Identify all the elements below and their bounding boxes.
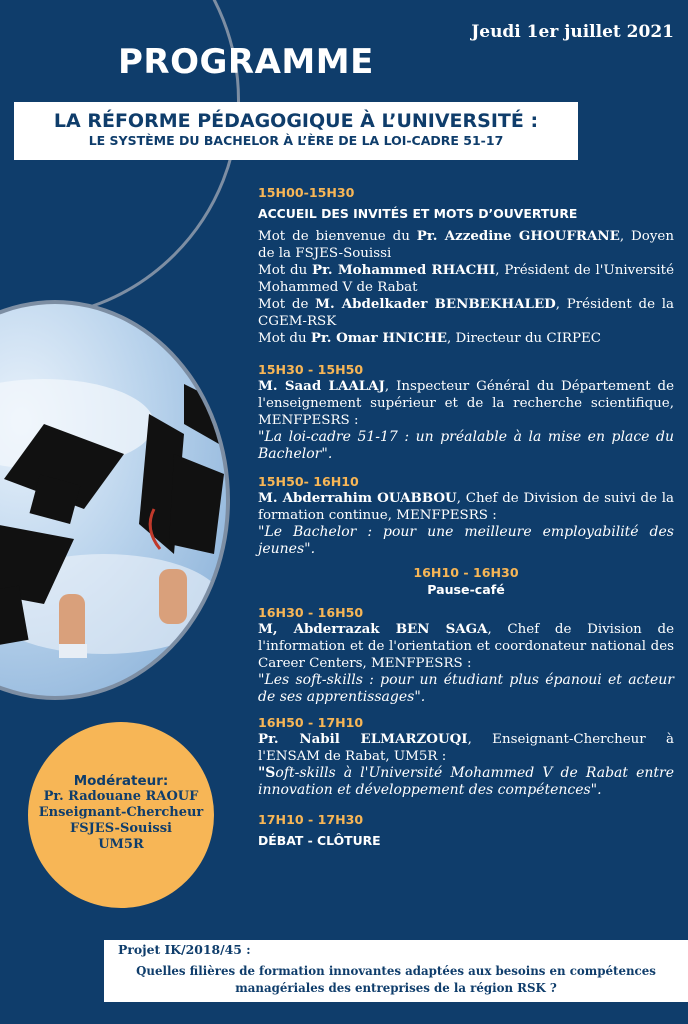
session2-talk: "La loi-cadre 51-17 : un préalable à la mise en place du Bachelor". <box>258 429 674 462</box>
project-question-line1: Quelles filières de formation innovantes adaptées aux besoins en compétences <box>136 964 656 978</box>
event-title-box <box>14 102 578 160</box>
moderator-university: UM5R <box>98 837 144 852</box>
graduation-caps-photo <box>0 300 230 700</box>
session5-time: 16H50 - 17H10 <box>258 715 364 730</box>
moderator-title: Modérateur: <box>73 773 169 789</box>
session2-time: 15H30 - 15H50 <box>258 362 364 377</box>
pause-label: Pause-café <box>427 582 505 597</box>
program-title: PROGRAMME <box>118 42 374 82</box>
pause-time: 16H10 - 16H30 <box>413 565 519 580</box>
project-question <box>104 960 688 1002</box>
session1-item: Mot du Pr. Mohammed RHACHI, Président de l'Université Mohammed V de Rabat <box>258 262 674 295</box>
session3-time: 15H50- 16H10 <box>258 474 359 489</box>
event-date: Jeudi 1er juillet 2021 <box>471 22 674 42</box>
session4-talk: "Les soft-skills : pour un étudiant plus épanoui et acteur de ses apprentissages". <box>258 672 674 705</box>
session5-speaker: Pr. Nabil ELMARZOUQI, Enseignant-Chercheur à l'ENSAM de Rabat, UM5R : <box>258 731 674 764</box>
session4-time: 16H30 - 16H50 <box>258 605 364 620</box>
session1-item: Mot du Pr. Omar HNICHE, Directeur du CIRPEC <box>258 330 602 346</box>
schedule <box>258 184 674 855</box>
project-question-line2: managériales des entreprises de la région RSK ? <box>235 981 557 995</box>
session1-time: 15H00-15H30 <box>258 185 355 200</box>
session1-item: Mot de bienvenue du Pr. Azzedine GHOUFRANE, Doyen de la FSJES-Souissi <box>258 228 674 261</box>
session5-talk: "Soft-skills à l'Université Mohammed V de Rabat entre innovation et développement des compétences". <box>258 765 674 798</box>
moderator-role: Enseignant-Chercheur <box>38 805 204 820</box>
event-title: LA RÉFORME PÉDAGOGIQUE À L’UNIVERSITÉ : <box>53 110 539 132</box>
moderator-institution: FSJES-Souissi <box>70 821 172 836</box>
session4-speaker: M, Abderrazak BEN SAGA, Chef de Division de l'information et de l'orientation et coordonateur national des Career Centers, MENFPESRS : <box>258 621 674 671</box>
session3-talk: "Le Bachelor : pour une meilleure employabilité des jeunes". <box>258 524 674 557</box>
project-label: Projet IK/2018/45 : <box>104 940 688 960</box>
event-subtitle: LE SYSTÈME DU BACHELOR À L’ÈRE DE LA LOI-CADRE 51-17 <box>88 133 504 148</box>
moderator-name: Pr. Radouane RAOUF <box>43 789 199 804</box>
moderator-badge <box>28 722 214 908</box>
session6-heading: DÉBAT - CLÔTURE <box>258 833 381 848</box>
session1-item: Mot de M. Abdelkader BENBEKHALED, Président de la CGEM-RSK <box>258 296 675 329</box>
session3-speaker: M. Abderrahim OUABBOU, Chef de Division de suivi de la formation continue, MENFPESRS : <box>258 490 674 523</box>
session6-time: 17H10 - 17H30 <box>258 812 364 827</box>
session2-speaker: M. Saad LAALAJ, Inspecteur Général du Département de l'enseignement supérieur et de la recherche scientifique, MENFPESRS : <box>258 378 675 428</box>
session1-heading: ACCUEIL DES INVITÉS ET MOTS D’OUVERTURE <box>258 206 578 221</box>
